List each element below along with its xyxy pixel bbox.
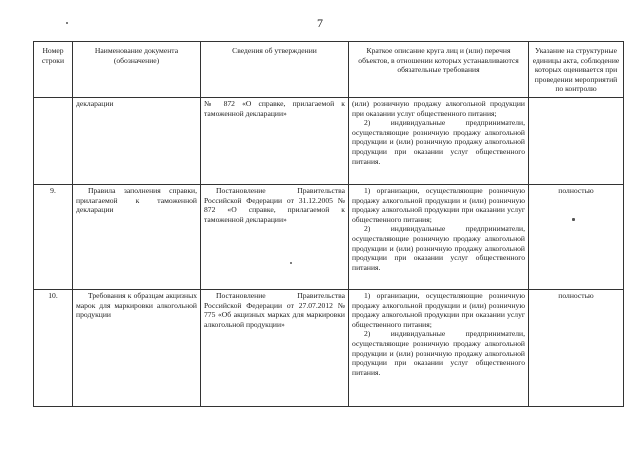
row-number <box>34 98 73 185</box>
scan-speck <box>66 22 68 24</box>
structural-units: полностью <box>529 290 624 407</box>
header-structural-units: Указание на структурные единицы акта, соблюдение которых оценивается при проведении мероприятий по контролю <box>529 42 624 98</box>
scope-description <box>349 185 529 290</box>
requirements-table <box>33 41 624 407</box>
scope-description <box>349 98 529 185</box>
approval-info: Постановление Правительства Российской Федерации от 27.07.2012 № 775 «Об акцизных марках для маркировки алкогольной продукции» <box>201 290 349 407</box>
row-number: 10. <box>34 290 73 407</box>
scope-item: 2) индивидуальные предприниматели, осуществляющие розничную продажу алкогольной продукции и (или) розничную продажу алкогольной продукции при оказании услуг общественного питания. <box>352 224 525 272</box>
approval-info: № 872 «О справке, прилагаемой к таможенной декларации» <box>201 98 349 185</box>
scan-speck <box>290 262 292 264</box>
table-header-row <box>34 42 624 98</box>
scope-item: 1) организации, осуществляющие розничную продажу алкогольной продукции и (или) розничную продажу алкогольной продукции при оказании услуг общественного питания; <box>352 186 525 224</box>
scope-item: 2) индивидуальные предприниматели, осуществляющие розничную продажу алкогольной продукции и (или) розничную продажу алкогольной продукции при оказании услуг общественного питания. <box>352 329 525 377</box>
scope-item: 1) организации, осуществляющие розничную продажу алкогольной продукции и (или) розничную продажу алкогольной продукции при оказании услуг общественного питания; <box>352 291 525 329</box>
scope-item: 2) индивидуальные предприниматели, осуществляющие розничную продажу алкогольной продукции и (или) розничную продажу алкогольной продукции при оказании услуг общественного питания. <box>352 118 525 166</box>
document-name: декларации <box>73 98 201 185</box>
document-name: Правила заполнения справки, прилагаемой к таможенной декларации <box>73 185 201 290</box>
scope-description <box>349 290 529 407</box>
scope-item: (или) розничную продажу алкогольной продукции при оказании услуг общественного питания; <box>352 99 525 118</box>
header-scope-description: Краткое описание круга лиц и (или) перечня объектов, в отношении которых устанавливаются обязательные требования <box>349 42 529 98</box>
approval-info: Постановление Правительства Российской Федерации от 31.12.2005 № 872 «О справке, прилагаемой к таможенной декларации» <box>201 185 349 290</box>
table-row <box>34 98 624 185</box>
page-number: 7 <box>317 16 323 30</box>
table-row <box>34 185 624 290</box>
header-approval-info: Сведения об утверждении <box>201 42 349 98</box>
header-row-number: Номер строки <box>34 42 73 98</box>
scan-speck <box>572 218 575 221</box>
table-row <box>34 290 624 407</box>
row-number: 9. <box>34 185 73 290</box>
structural-units: полностью <box>529 185 624 290</box>
header-document-name: Наименование документа (обозначение) <box>73 42 201 98</box>
structural-units <box>529 98 624 185</box>
document-name: Требования к образцам акцизных марок для маркировки алкогольной продукции <box>73 290 201 407</box>
